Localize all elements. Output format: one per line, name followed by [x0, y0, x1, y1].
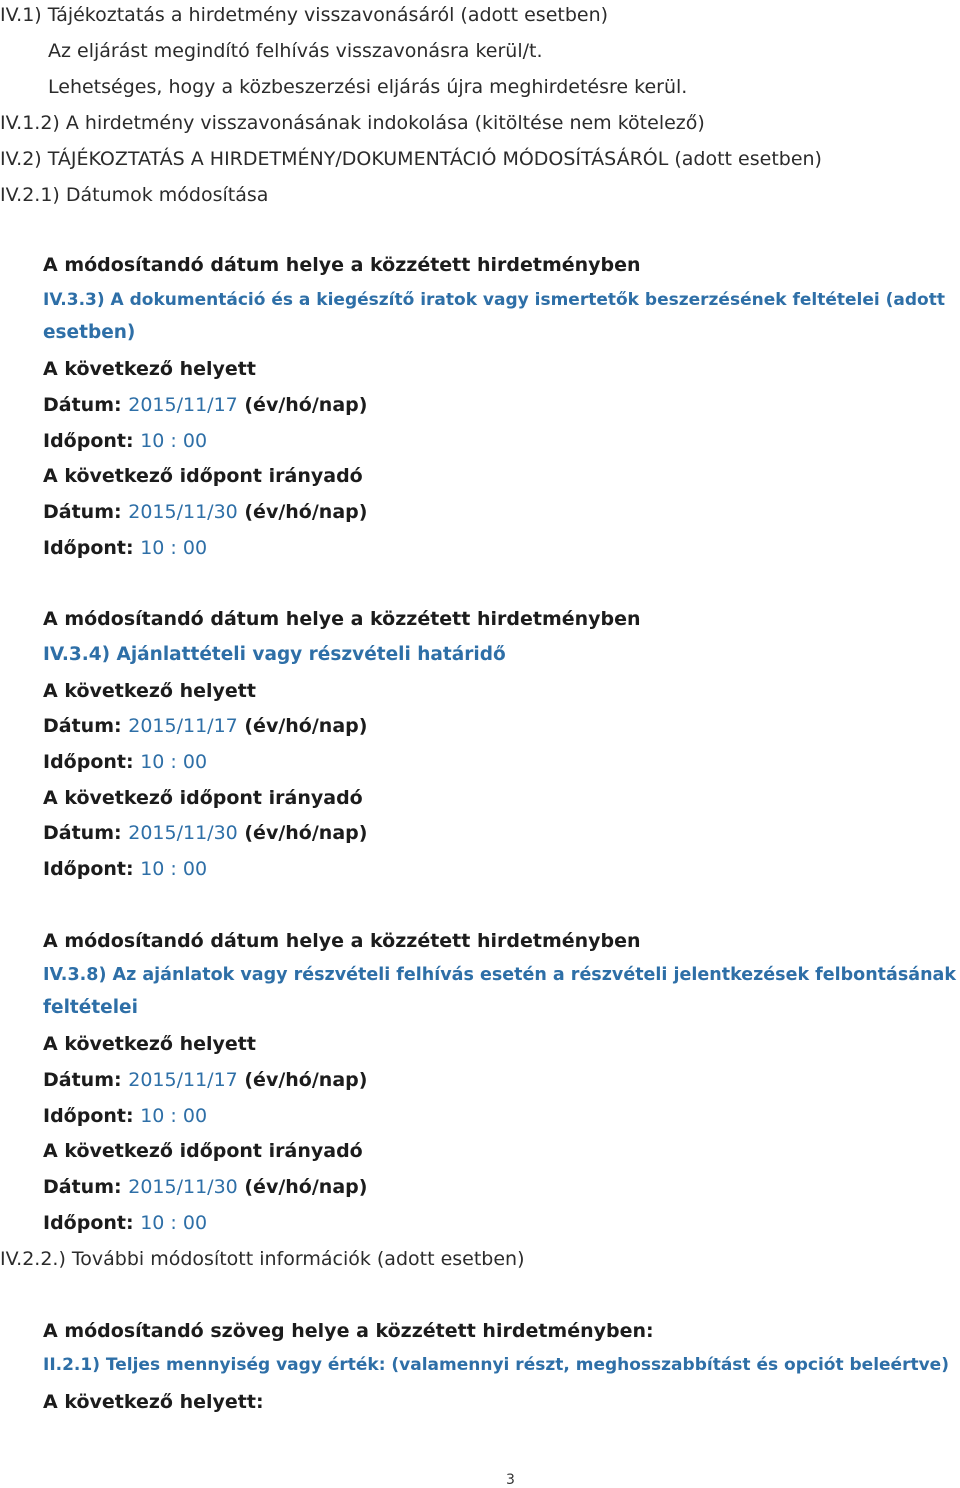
readvertise-note: Lehetséges, hogy a közbeszerzési eljárás újra meghirdetésre kerül. — [48, 76, 688, 98]
date-row-old — [43, 1071, 367, 1090]
date-format: (év/hó/nap) — [244, 501, 368, 523]
section-heading-iv-2: IV.2) TÁJÉKOZTATÁS A HIRDETMÉNY/DOKUMENTÁCIÓ MÓDOSÍTÁSÁRÓL (adott esetben) — [0, 148, 822, 170]
time-value-new: 10 : 00 — [140, 858, 208, 880]
instead-label: A következő helyett — [43, 358, 256, 380]
date-format: (év/hó/nap) — [244, 394, 368, 416]
notice-reference: IV.3.3) A dokumentáció és a kiegészítő iratok vagy ismertetők beszerzésének feltételei (adott — [43, 290, 945, 310]
time-row-old — [43, 432, 207, 451]
date-row-new — [43, 824, 367, 843]
text-modification-location-heading: A módosítandó szöveg helye a közzétett hirdetményben: — [43, 1320, 654, 1342]
notice-reference: IV.3.8) Az ajánlatok vagy részvételi felhívás esetén a részvételi jelentkezések felbontásának — [43, 965, 956, 985]
section-heading-iv-1-2: IV.1.2) A hirdetmény visszavonásának indokolása (kitöltése nem kötelező) — [0, 112, 705, 134]
instead-label: A következő helyett — [43, 680, 256, 702]
modification-location-heading: A módosítandó dátum helye a közzétett hirdetményben — [43, 254, 641, 276]
time-value-new: 10 : 00 — [140, 537, 208, 559]
section-heading-iv-2-2: IV.2.2.) További módosított információk (adott esetben) — [0, 1248, 525, 1270]
valid-label: A következő időpont irányadó — [43, 787, 363, 809]
date-value-old: 2015/11/17 — [128, 715, 238, 737]
date-row-new — [43, 1178, 367, 1197]
date-value-new: 2015/11/30 — [128, 501, 238, 523]
time-row-new — [43, 860, 207, 879]
date-row-new — [43, 503, 367, 522]
notice-reference-cont: esetben) — [43, 322, 136, 343]
modification-location-heading: A módosítandó dátum helye a közzétett hirdetményben — [43, 608, 641, 630]
date-label: Dátum: — [43, 822, 122, 844]
date-value-new: 2015/11/30 — [128, 822, 238, 844]
instead-label: A következő helyett — [43, 1033, 256, 1055]
date-value-new: 2015/11/30 — [128, 1176, 238, 1198]
date-value-old: 2015/11/17 — [128, 1069, 238, 1091]
time-label: Időpont: — [43, 430, 134, 452]
date-value-old: 2015/11/17 — [128, 394, 238, 416]
instead-label: A következő helyett: — [43, 1391, 264, 1413]
time-row-new — [43, 539, 207, 558]
date-format: (év/hó/nap) — [244, 715, 368, 737]
time-row-old — [43, 1107, 207, 1126]
date-format: (év/hó/nap) — [244, 1176, 368, 1198]
time-label: Időpont: — [43, 751, 134, 773]
modification-location-heading: A módosítandó dátum helye a közzétett hirdetményben — [43, 930, 641, 952]
withdrawal-statement: Az eljárást megindító felhívás visszavonásra kerül/t. — [48, 40, 543, 62]
time-value-old: 10 : 00 — [140, 1105, 208, 1127]
time-label: Időpont: — [43, 858, 134, 880]
date-label: Dátum: — [43, 715, 122, 737]
date-label: Dátum: — [43, 394, 122, 416]
page-number: 3 — [506, 1472, 515, 1488]
time-value-old: 10 : 00 — [140, 430, 208, 452]
time-row-new — [43, 1214, 207, 1233]
time-label: Időpont: — [43, 537, 134, 559]
date-label: Dátum: — [43, 1069, 122, 1091]
time-value-old: 10 : 00 — [140, 751, 208, 773]
section-heading-iv-2-1: IV.2.1) Dátumok módosítása — [0, 184, 269, 206]
time-label: Időpont: — [43, 1212, 134, 1234]
valid-label: A következő időpont irányadó — [43, 1140, 363, 1162]
section-heading-iv-1: IV.1) Tájékoztatás a hirdetmény visszavonásáról (adott esetben) — [0, 4, 609, 26]
notice-reference-cont: feltételei — [43, 997, 138, 1018]
time-label: Időpont: — [43, 1105, 134, 1127]
date-label: Dátum: — [43, 1176, 122, 1198]
time-value-new: 10 : 00 — [140, 1212, 208, 1234]
date-row-old — [43, 396, 367, 415]
date-format: (év/hó/nap) — [244, 822, 368, 844]
valid-label: A következő időpont irányadó — [43, 465, 363, 487]
date-format: (év/hó/nap) — [244, 1069, 368, 1091]
date-row-old — [43, 717, 367, 736]
time-row-old — [43, 753, 207, 772]
date-label: Dátum: — [43, 501, 122, 523]
notice-reference: IV.3.4) Ajánlattételi vagy részvételi határidő — [43, 644, 506, 665]
notice-reference-ii-2-1: II.2.1) Teljes mennyiség vagy érték: (valamennyi részt, meghosszabbítást és opciót beleértve) — [43, 1355, 949, 1375]
